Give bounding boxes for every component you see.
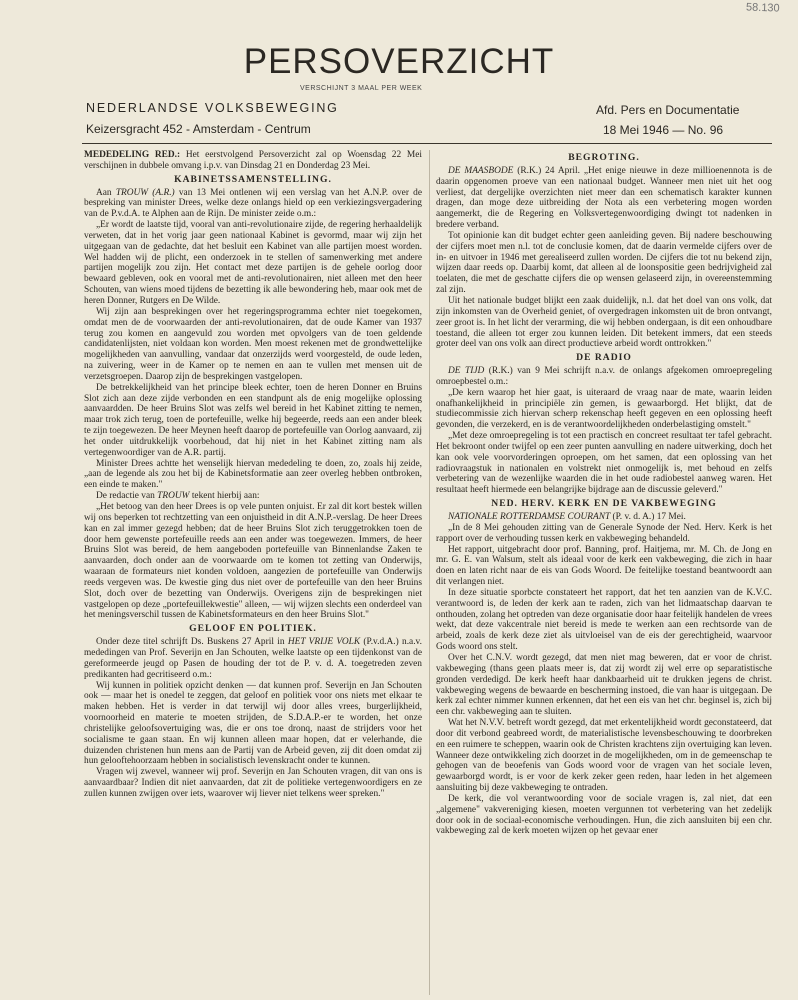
paragraph: „De kern waarop het hier gaat, is uiteraard de vraag naar de mate, waarin leiden onafhankelijkheid in principiële zin gemen, is gewaarborgd. Het blijkt, dat de studiecommissie zich hiervan scherp rekenschap heeft gegeven en een oplossing heeft gevonden, die verzekerd, en is de verantwoordelijkheden onderbelastiging omstelt." <box>436 387 772 431</box>
text-run: (P. v. d. A.) 17 Mei. <box>610 512 686 522</box>
text-run: De redactie van <box>96 491 158 502</box>
heading-de-radio: DE RADIO <box>576 352 632 364</box>
source-name: DE TIJD <box>448 366 485 377</box>
paragraph: Vragen wij zwevel, wanneer wij prof. Severijn en Jan Schouten vragen, dit van ons is aanvaardbaar? Indien dit niet aanvaarden, dat zit de politieke vertegenwoordigers en ze zullen kunnen zwijgen over iets, waarover wij liever niet telkens weer spreken." <box>84 767 422 799</box>
heading-kerk-en-vakbeweging: NED. HERV. KERK EN DE VAKBEWEGING <box>491 498 717 510</box>
text-run: van 13 Mei ontlenen wij een verslag van het A.N.P. over de bespreking van minister Drees, welke deze onlangs hield op een verkiezingsvergadering van de P.v.d.A. te Alphen aan de Rijn. De minister zeide o.m.: <box>84 187 422 220</box>
paragraph: De kerk, die vol verantwoording voor de sociale vragen is, zal niet, dat een „algemene" vakvereniging kiesen, moeten vergunnen tot verbetering van het zedelijk door ook in de sociaal-economische verhoudingen. Hun, die zich aansluiten bij een chr. vakbeweging zal de kerk moeten wijzen op het gevaar ener <box>436 793 772 837</box>
masthead-title: PERSOVERZICHT <box>243 42 555 81</box>
text-run: (R.K.) van 9 Mei schrijft n.a.v. de onlangs afgekomen omroepregeling omroepbestel o.m.: <box>436 366 773 387</box>
organisation-name: NEDERLANDSE VOLKSBEWEGING <box>86 101 339 115</box>
header-rule <box>82 143 772 144</box>
source-name: DE MAASBODE <box>448 165 514 176</box>
source-name: TROUW (A.R.) <box>115 187 175 198</box>
paragraph: „In de 8 Mei gehouden zitting van de Generale Synode der Ned. Herv. Kerk is het rapport over de verhouding tussen kerk en vakbeweging behandeld. <box>436 522 772 544</box>
paragraph <box>84 188 422 221</box>
paragraph <box>436 512 772 523</box>
text-run: (R.K.) 24 April. „Het enige nieuwe in deze millioenennota is de daarin opgenomen proeve van een nationaal budget. Wanneer men niet uit het oog verliest, dat dergelijke overzichten niet meer dan een schematisch karakter kunnen dragen, dan moge deze uitbreiding der Nota als een verbetering mogen worden aangemerkt, die de Regering en Volksvertegenwoordiging dwingt tot nadenken in bredere verband. <box>436 165 772 231</box>
paragraph: Over het C.N.V. wordt gezegd, dat men niet mag beweren, dat er voor de christ. vakbeweging (thans geen plaats meer is, dat zij wordt zij wel erre op separatistische gronden verdedigd. De kerk heeft haar dankbaarheid uit te drukken jegens de christ. vakbeweging wegens de bewaarde en bescherming instoed, die van haar is uitgegaan. De kerk zal echter nimmer kunnen erkennen, dat het een eis van het chr. beginsel is, zich bij een chr. vakbeweging aan te sluiten. <box>436 652 772 718</box>
text-run: Onder deze titel schrijft Ds. Buskens 27 April in <box>96 637 288 648</box>
heading-kabinetssamenstelling: KABINETSSAMENSTELLING. <box>174 173 332 185</box>
paragraph <box>84 491 422 502</box>
issue-date-number: 18 Mei 1946 — No. 96 <box>603 123 724 137</box>
heading-geloof-en-politiek: GELOOF EN POLITIEK. <box>189 623 317 635</box>
heading-begroting: BEGROTING. <box>568 152 640 163</box>
paragraph: In deze situatie sporbcte constateert het rapport, dat het ten aanzien van de K.V.C. verantwoord is, de leden der kerk aan te raden, zich van het lidmaatschap daarvan te onthouden, zolang het optreden van deze organisatie door haar feitelijk handelen de vrees wekt, dat deze vakcentrale niet bereid is mede te werken aan een rechtsorde van de arbeid, zoals de kerk deze ziet als uitvloeisel van de eis der gerechtigheid, waarvoor Gods woord ons stelt. <box>436 587 772 653</box>
editorial-notice <box>84 150 422 172</box>
paragraph <box>436 366 772 388</box>
masthead-subtitle: VERSCHIJNT 3 MAAL PER WEEK <box>300 85 423 92</box>
source-name: NATIONALE ROTTERDAMSE COURANT <box>448 512 611 522</box>
left-column <box>84 150 422 800</box>
paragraph: Tot opinionie kan dit budget echter geen aanleiding geven. Bij nadere beschouwing der cijfers moet men n.l. tot de conclusie komen, dat de daarin vermelde cijfers over de in- en uitvoer in 1946 met gerealiseerd zullen worden. De cijfers die tot nu bekend zijn, wijzen daar reeds op. Daarbij komt, dat alleen al de loonspositie geen bedrijvigheid zal toelaten, die met de geschatte cijfers die op wensen gelaseerd zijn, in overeenstemming zal zijn. <box>436 230 772 296</box>
right-column <box>436 150 772 837</box>
source-name: TROUW <box>157 491 190 502</box>
notice-text: Het eerstvolgend Persoverzicht zal op Woensdag 22 Mei verschijnen in dubbele omvang i.p.v. van Dinsdag 21 en Donderdag 23 Mei. <box>84 150 422 171</box>
paragraph: Wij zijn aan besprekingen over het regeringsprogramma echter niet toegekomen, omdat men de de voorwaarden der anti-revolutionairen, dat de oude Kamer van 1937 terug zou komen en aangevuld zou worden met opvolgers van de toen geldende candidatenlijsten, niet voldaan kon worden. Men moest rekenen met de grondwettelijke mogelijkheden van aanvulling, vandaar dat onzerzijds werd voorgesteld, de oude leden, na zuivering, weer in de Kamer op te nemen en aan te vullen met mensen uit de verzetsgroepen. Daarop zijn de besprekingen vastgelopen. <box>84 306 422 382</box>
source-name: HET VRIJE VOLK <box>287 637 361 648</box>
department-name: Afd. Pers en Documentatie <box>596 103 740 117</box>
paragraph <box>436 166 772 231</box>
paragraph: Minister Drees achtte het wenselijk hiervan mededeling te doen, zo, zoals hij zeide, „aan de legende als zou het bij de Kabinetsformatie aan zeer overleg hebben ontbroken, een einde te maken." <box>84 458 422 491</box>
archive-mark: 58.130 <box>746 1 781 15</box>
paragraph: De betrekkelijkheid van het principe bleek echter, toen de heren Donner en Bruins Slot zich aan deze zijde verbonden en een standpunt als de enig mogelijke oplossing aanvaardden. De heer Bruins Slot was zelfs wel bereid in het Kabinet zitting te nemen, maar trok zich terug, toen de portefeuille, welke hij begeerde, reeds aan een ander bleek te zijn toegewezen. De heer Meynen heeft daarop de portefeuille van Oorlog aanvaard, zij het onder uitdrukkelijk voorbehoud, dat hij niet in het Kabinet zitting nam als vertegenwoordiger van de A.R. partij. <box>84 382 422 458</box>
organisation-address: Keizersgracht 452 - Amsterdam - Centrum <box>86 122 311 136</box>
paragraph <box>84 637 422 680</box>
paragraph: Wij kunnen in politiek opzicht denken — dat kunnen prof. Severijn en Jan Schouten ook — maar het is onedel te zeggen, dat geloof en politiek voor ons niets met elkaar te maken hebben. Het is verder in dat terwijl wij door alles vrees, burgerlijkheid, voornoorheid en materie te moeten strijden, de S.D.A.P.-er te worden, het onze christelijke geloofsovertuiging was, die er ons toe dronq, naast de strijders voor het socialisme te gaan staan. En wij kunnen alleen maar hopen, dat er velerhande, die duizenden christenen hun mens aan de Partij van de Arbeid geven, zij dit doen omdat zij hun gelooftehoorzaam hebben in socialistisch levenskracht onder te kunnen. <box>84 680 422 767</box>
text-run: tekent hierbij aan: <box>189 491 260 502</box>
paragraph: Wat het N.V.V. betreft wordt gezegd, dat met erkentelijkheid wordt geconstateerd, dat door dit verbond geabreed wordt, de materialistische levensbeschouwing te doorbreken en een ruimere te scheppen, waarin ook de Christen krachtens zijn overtuiging kan leven. Wanneer deze ontwikkeling zich doorzet in de mogelijkheden, om in de gemeenschap te gehogen van de beoefenis van Gods woord voor de vragen van het sociale leven, gewaarborgd wordt, is er voor de kerk zeker geen reden, haar leden in het algemeen aansluiting bij deze vakbeweging te ontraden. <box>436 718 772 794</box>
text-run: (P.v.d.A.) n.a.v. mededingen van Prof. Severijn en Jan Schouten, welke laatste op een tijdenkonst van de gereformeerde jeugd op Pasen de houding der tot de P. v. d. A. toegetreden zeven predikanten had gecritiseerd o.m.: <box>84 637 422 680</box>
paragraph: „Met deze omroepregeling is tot een practisch en concreet resultaat ter tafel gebracht. Het bekroont onder twijfel op een zeer punten aanvulling en nadere uitwerking, doch het kan ook vele voorvorderingen oproepen, om het samen, dat een oplossing van het radiovraagstuk in nationalen en volstrekt niet onmogelijk is, met behoud en zelfs verbetering van de wezenlijke waarden die in het oude radiobestel aanweg waren. Het resultaat heeft hiermede een belangrijke bijdrage aan de discussie geleverd." <box>436 431 772 496</box>
paragraph: Uit het nationale budget blijkt een zaak duidelijk, n.l. dat het doel van ons volk, dat zijn inkomsten van de Overheid geniet, of overgedragen inkomsten uit de bron ontvangt, zeer groot is. In het licht der verarming, die wij hebben ondergaan, is dit een onhoudbare toestand, die alleen tot erger zou kunnen leiden. Dit betekent immers, dat een steeds groter deel van ons volk aan direct productieve arbeid wordt onttrokken." <box>436 295 772 350</box>
column-divider <box>429 150 430 995</box>
paragraph: „Het betoog van den heer Drees is op vele punten onjuist. Er zal dit kort bestek willen wij ons beperken tot rechtzetting van een onjuistheid in dit A.N.P.-verslag. De heer Drees kan en zal immer gezegd hebben; dat de heer Bruins Slot zich teruggetrokken toen de door hem gewenste portefeuille reeds aan een ander was toegewezen. Immers, de heer Bruins Slot was bereid, de hem aangeboden portefeuille van Binnenlandse Zaken te aanvaarden, doch onder aan de voorwaarde om te komen tot zetting van Onderwijs, waaraan de formateurs niet konden voldoen, aangezien de portefeuille van Onderwijs reeds vergeven was. De kwestie ging dus niet over de portefeuille van den heer Bruins Slot, doch over de bezetting van Onderwijs. Overigens zijn de besprekingen niet vastgelopen op deze „portefeuillekwestie" alleen, — wij wijzen slechts een onderdeel van het meningsverschil tussen de Kabinetsformateurs en den heer Bruins Slot." <box>84 502 422 621</box>
paragraph: „Er wordt de laatste tijd, vooral van anti-revolutionaire zijde, de regering herhaaldelijk verweten, dat in het vorig jaar geen nationaal Kabinet is gevormd, maar wij zijn het uitgegaan van de gedachte, dat het besluit een Kabinet van alle partijen moest worden. Wel hadden wij de plicht, een onderzoek in te stellen of samenwerking met andere partijen mogelijk zou zijn. Het contact met deze partijen is de gehele oorlog door bewaard gebleven, ook en vooral met de anti-revolutionairen, niet alleen met den heer Schouten, van wiens moed tijdens de bezetting ik alle bewondering heb, maar ook met de heren Donner, Rutgers en De Wilde. <box>84 220 422 306</box>
text-run: Aan <box>96 187 116 198</box>
paragraph: Het rapport, uitgebracht door prof. Banning, prof. Haitjema, mr. M. Ch. de Jong en mr. G. E. van Walsum, stelt als ideaal voor de kerk een vakbeweging, die zich in haar doen en laten richt naar de eis van Gods Woord. De feitelijke toestand beantwoordt aan dit verlangen niet. <box>436 544 772 588</box>
notice-label: MEDEDELING RED.: <box>84 150 181 160</box>
